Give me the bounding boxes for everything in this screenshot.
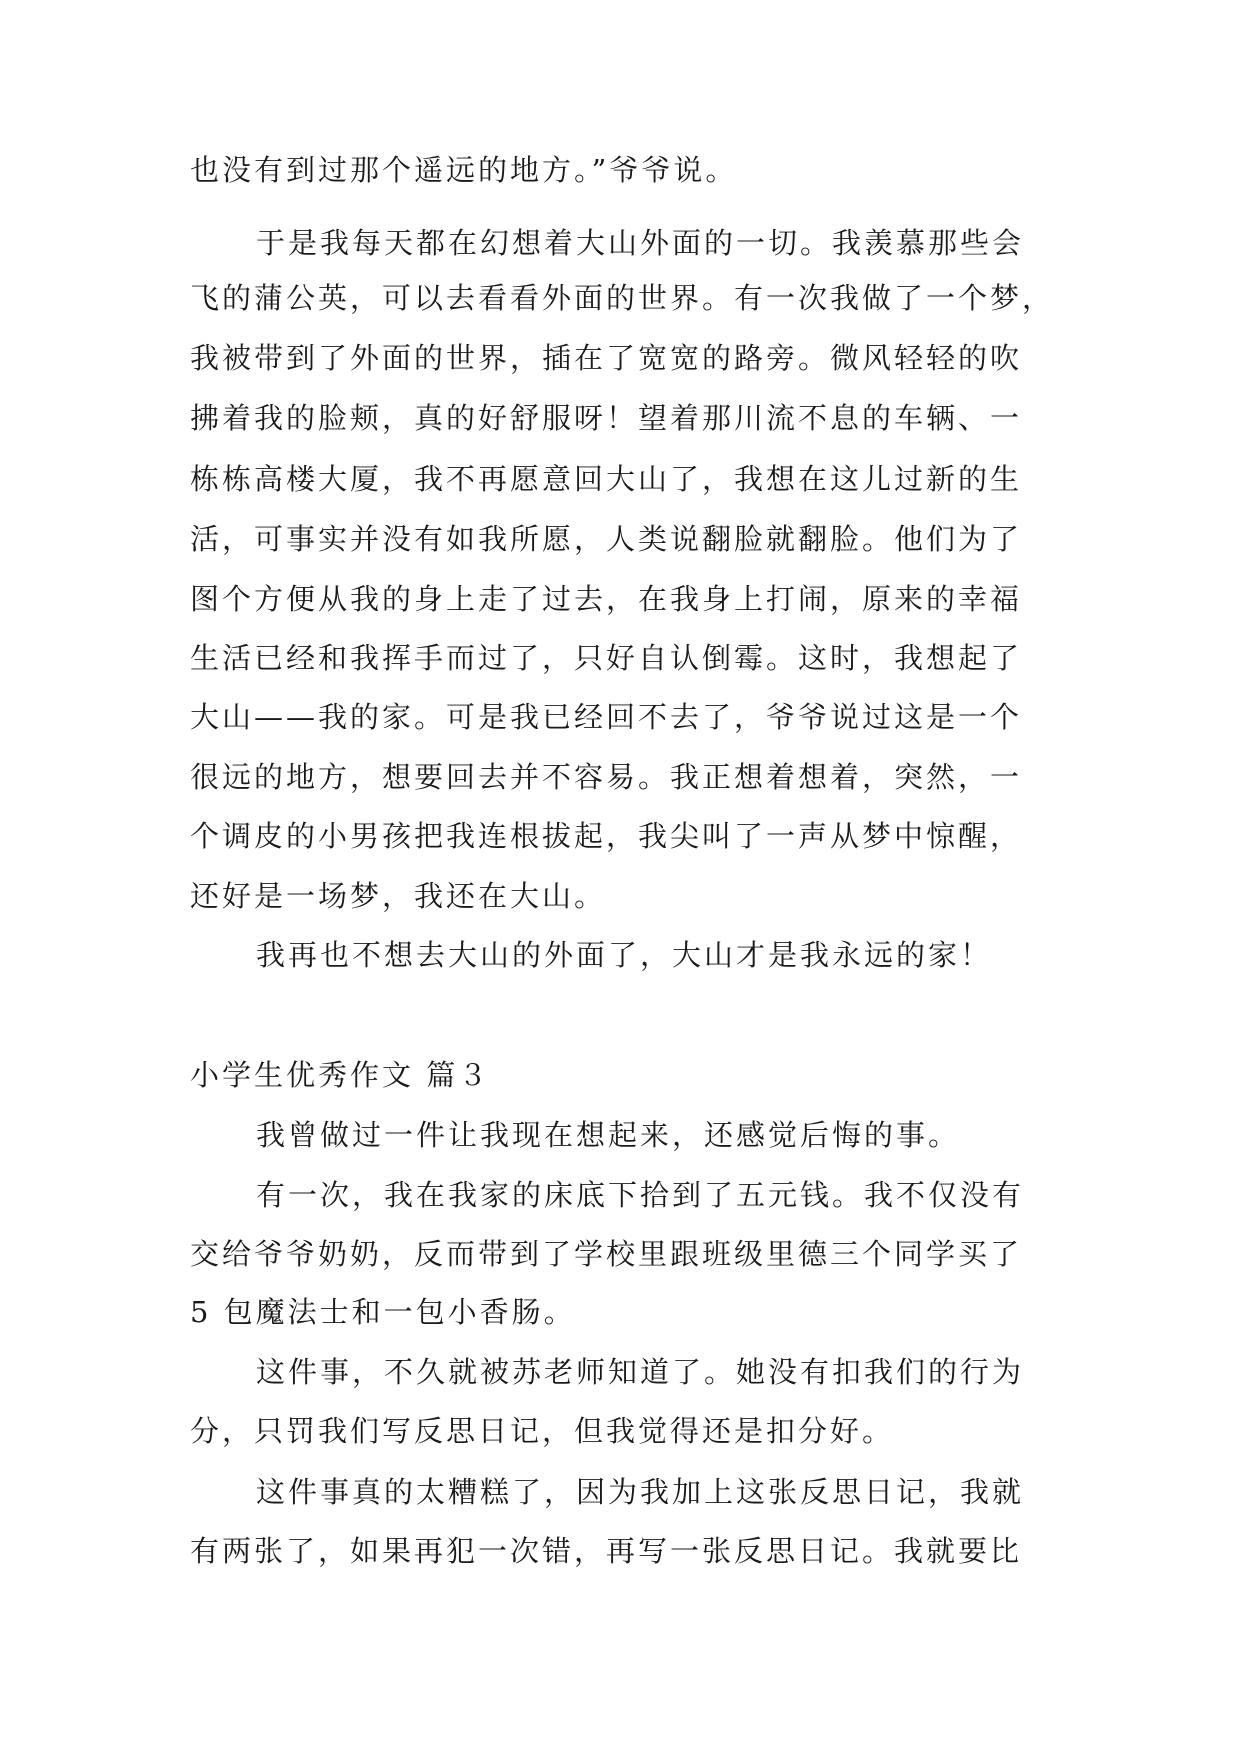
paragraph-start: 有一次，我在我家的床底下拾到了五元钱。我不仅没有 — [256, 1178, 1025, 1212]
section-heading: 小学生优秀作文 篇３ — [190, 1058, 491, 1092]
text-line: 我被带到了外面的世界，插在了宽宽的路旁。微风轻轻的吹 — [190, 341, 1023, 375]
paragraph-start: 我再也不想去大山的外面了，大山才是我永远的家！ — [256, 938, 993, 972]
text-line: 还好是一场梦，我还在大山。 — [190, 879, 607, 913]
text-line: 栋栋高楼大厦，我不再愿意回大山了，我想在这儿过新的生 — [190, 462, 1023, 496]
text-line: 交给爷爷奶奶，反而带到了学校里跟班级里德三个同学买了 — [190, 1237, 1023, 1271]
text-line: 活，可事实并没有如我所愿，人类说翻脸就翻脸。他们为了 — [190, 522, 1023, 556]
paragraph-start: 于是我每天都在幻想着大山外面的一切。我羡慕那些会 — [256, 226, 1025, 260]
paragraph-start: 我曾做过一件让我现在想起来，还感觉后悔的事。 — [256, 1118, 961, 1152]
text-line: 拂着我的脸颊，真的好舒服呀！望着那川流不息的车辆、一 — [190, 401, 1023, 435]
paragraph-start: 这件事真的太糟糕了，因为我加上这张反思日记，我就 — [256, 1475, 1025, 1509]
text-line: 飞的蒲公英，可以去看看外面的世界。有一次我做了一个梦， — [190, 281, 1055, 315]
text-line: 个调皮的小男孩把我连根拔起，我尖叫了一声从梦中惊醒， — [190, 819, 1023, 853]
paragraph-start: 这件事，不久就被苏老师知道了。她没有扣我们的行为 — [256, 1355, 1025, 1389]
text-line: 很远的地方，想要回去并不容易。我正想着想着，突然，一 — [190, 760, 1023, 794]
text-line: 5 包魔法士和一包小香肠。 — [190, 1295, 576, 1329]
text-line: 分，只罚我们写反思日记，但我觉得还是扣分好。 — [190, 1414, 895, 1448]
text-line: 大山——我的家。可是我已经回不去了，爷爷说过这是一个 — [190, 700, 1023, 734]
text-line: 有两张了，如果再犯一次错，再写一张反思日记。我就要比 — [190, 1534, 1023, 1568]
text-line: 生活已经和我挥手而过了，只好自认倒霉。这时，我想起了 — [190, 641, 1023, 675]
text-line: 也没有到过那个遥远的地方。”爷爷说。 — [190, 153, 738, 187]
text-line: 图个方便从我的身上走了过去，在我身上打闹，原来的幸福 — [190, 582, 1023, 616]
